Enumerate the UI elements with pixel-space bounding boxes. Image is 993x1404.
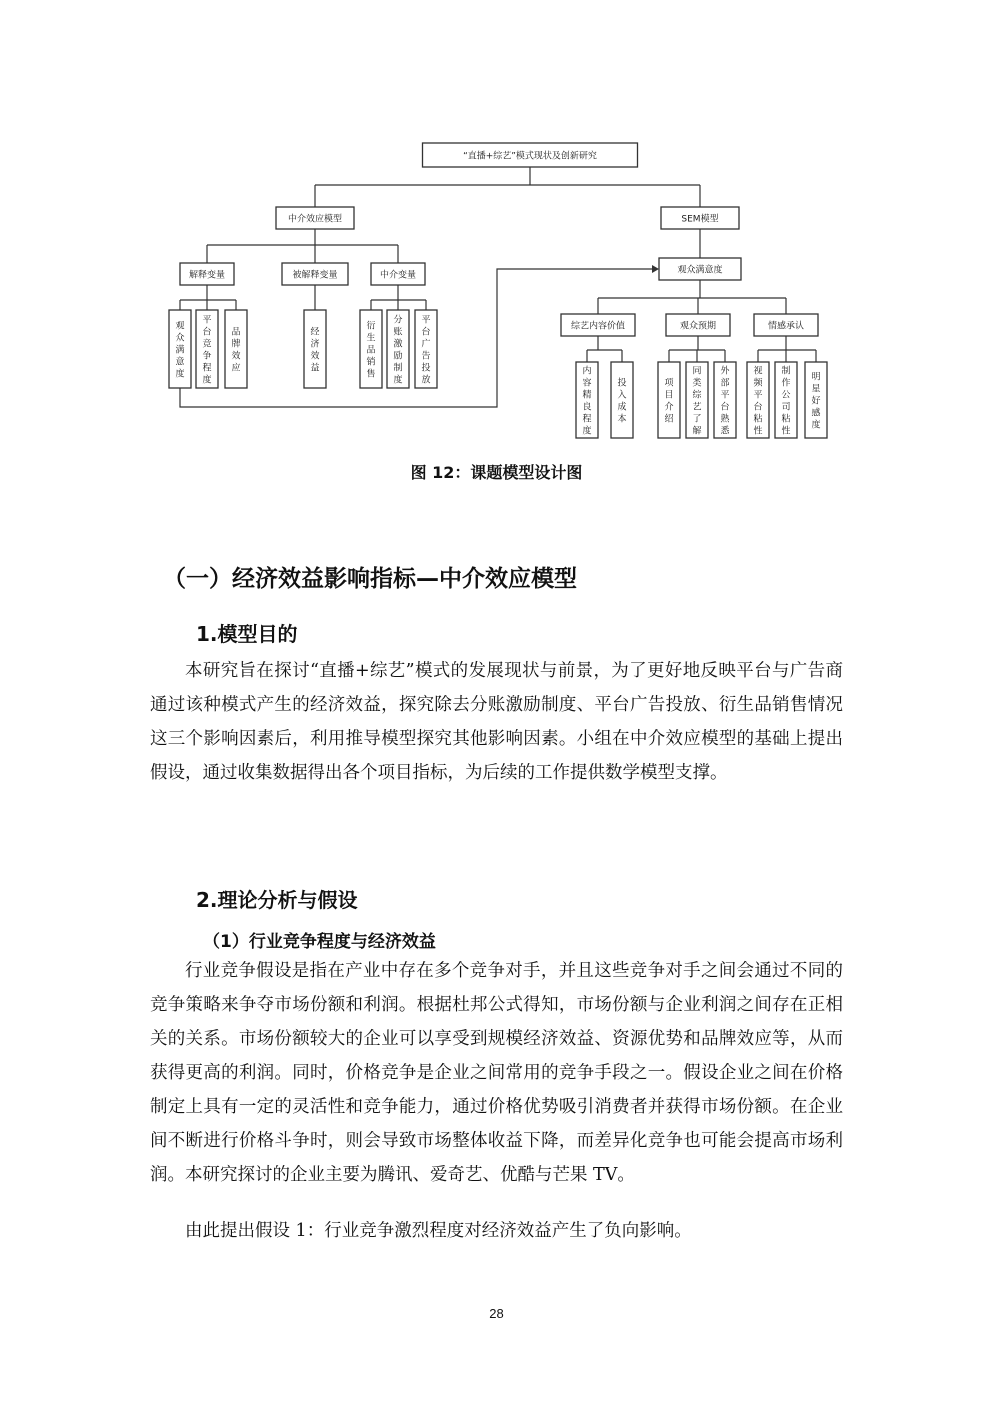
left-leaf-node-0-1-char: 竞 bbox=[202, 339, 212, 350]
left-leaf-node-2-0-char: 销 bbox=[366, 357, 376, 368]
sem-model-node bbox=[661, 207, 739, 229]
right-leaf-node-2-0-char: 视 bbox=[753, 366, 763, 377]
left-leaf-node-0-2-char: 效 bbox=[231, 351, 241, 362]
left-leaf-node-2-1-char: 制 bbox=[393, 363, 403, 374]
section-heading: （一）经济效益影响指标—中介效应模型 bbox=[163, 566, 577, 592]
right-group-node-1 bbox=[666, 314, 730, 336]
right-leaf-node-2-1 bbox=[775, 362, 797, 438]
left-leaf-node-2-2-char: 平 bbox=[421, 315, 431, 326]
mediation-model-node bbox=[276, 207, 354, 229]
left-leaf-node-0-1 bbox=[196, 310, 218, 388]
left-leaf-node-2-2-char: 投 bbox=[421, 363, 431, 374]
right-leaf-node-2-0 bbox=[747, 362, 769, 438]
left-leaf-node-0-0-char: 度 bbox=[175, 369, 185, 380]
right-leaf-node-2-0-char: 性 bbox=[753, 426, 763, 437]
left-leaf-node-2-1-char: 账 bbox=[393, 327, 403, 338]
right-leaf-node-0-1-char: 成 bbox=[617, 402, 627, 413]
left-leaf-node-0-2-char: 牌 bbox=[231, 339, 241, 350]
left-leaf-node-2-0-char: 售 bbox=[366, 369, 376, 380]
audience-satisfaction-node-label: 观众满意度 bbox=[677, 265, 723, 276]
left-leaf-node-2-1-char: 分 bbox=[393, 315, 403, 326]
right-leaf-node-2-2-char: 星 bbox=[811, 384, 821, 395]
left-leaf-node-0-1-char: 度 bbox=[202, 375, 212, 386]
right-group-node-1-label: 观众预期 bbox=[679, 321, 717, 332]
left-leaf-node-0-0-char: 观 bbox=[175, 321, 185, 332]
right-leaf-node-1-0-char: 目 bbox=[664, 390, 674, 401]
right-leaf-node-1-2-char: 台 bbox=[720, 402, 730, 413]
left-leaf-node-1-0-char: 济 bbox=[310, 339, 320, 350]
right-leaf-node-1-1-char: 同 bbox=[692, 366, 702, 377]
left-leaf-node-0-1-char: 台 bbox=[202, 327, 212, 338]
left-group-node-1 bbox=[282, 263, 348, 285]
right-leaf-node-1-2-char: 外 bbox=[720, 366, 730, 377]
right-leaf-node-0-0-char: 精 bbox=[582, 390, 592, 401]
left-leaf-node-2-0-char: 品 bbox=[366, 345, 376, 356]
left-leaf-node-2-2-char: 台 bbox=[421, 327, 431, 338]
right-leaf-node-1-0 bbox=[658, 362, 680, 438]
arrow-head-icon bbox=[652, 265, 659, 273]
right-leaf-node-0-0-char: 内 bbox=[582, 366, 592, 377]
right-leaf-node-2-1-char: 作 bbox=[781, 378, 791, 389]
left-leaf-node-1-0-char: 经 bbox=[310, 327, 320, 338]
subsection-heading-theory: 2.理论分析与假设 bbox=[196, 888, 358, 912]
right-leaf-node-1-2 bbox=[714, 362, 736, 438]
left-group-node-0 bbox=[180, 263, 234, 285]
left-group-node-2 bbox=[371, 263, 425, 285]
right-leaf-node-2-2 bbox=[805, 362, 827, 438]
right-leaf-node-0-0-char: 程 bbox=[582, 414, 592, 425]
left-leaf-node-0-1-char: 程 bbox=[202, 363, 212, 374]
right-leaf-node-1-0-char: 介 bbox=[664, 402, 674, 413]
paragraph-hypothesis-1: 由此提出假设 1：行业竞争激烈程度对经济效益产生了负向影响。 bbox=[185, 1221, 692, 1241]
right-leaf-node-0-0 bbox=[576, 362, 598, 438]
right-leaf-node-1-0-char: 项 bbox=[664, 378, 674, 389]
right-leaf-node-2-1-char: 公 bbox=[781, 390, 791, 401]
left-leaf-node-2-2-char: 放 bbox=[421, 375, 431, 386]
left-leaf-node-1-0 bbox=[304, 310, 326, 388]
right-leaf-node-2-2-char: 好 bbox=[811, 396, 821, 407]
right-leaf-node-0-0-char: 度 bbox=[582, 426, 592, 437]
audience-satisfaction-node bbox=[659, 258, 741, 280]
right-leaf-node-1-1 bbox=[686, 362, 708, 438]
left-group-node-0-label: 解释变量 bbox=[188, 270, 226, 281]
right-leaf-node-1-0-char: 绍 bbox=[664, 414, 674, 425]
left-leaf-node-2-1 bbox=[387, 310, 409, 388]
left-leaf-node-0-0-char: 众 bbox=[175, 333, 185, 344]
right-leaf-node-0-1-char: 本 bbox=[617, 414, 627, 425]
right-leaf-node-2-1-char: 性 bbox=[781, 426, 791, 437]
right-leaf-node-0-0-char: 容 bbox=[582, 378, 592, 389]
right-leaf-node-0-0-char: 良 bbox=[582, 402, 592, 413]
subsection-heading-model-purpose: 1.模型目的 bbox=[196, 622, 298, 646]
root-node bbox=[423, 143, 638, 167]
right-leaf-node-2-1-char: 粘 bbox=[781, 414, 791, 425]
left-leaf-node-2-2-char: 广 bbox=[421, 339, 431, 350]
left-leaf-node-0-0 bbox=[169, 310, 191, 388]
left-leaf-node-2-2 bbox=[415, 310, 437, 388]
item-heading-competition: （1）行业竞争程度与经济效益 bbox=[203, 932, 436, 952]
mediation-model-node-label: 中介效应模型 bbox=[287, 214, 343, 225]
right-leaf-node-2-2-char: 度 bbox=[811, 420, 821, 431]
left-leaf-node-2-0-char: 生 bbox=[366, 333, 376, 344]
left-leaf-node-2-1-char: 激 bbox=[393, 339, 403, 350]
left-group-node-1-label: 被解释变量 bbox=[292, 270, 338, 281]
right-leaf-node-1-1-char: 综 bbox=[692, 390, 702, 401]
page-number: 28 bbox=[489, 1306, 504, 1321]
right-leaf-node-0-1 bbox=[611, 362, 633, 438]
right-leaf-node-1-2-char: 平 bbox=[720, 390, 730, 401]
right-leaf-node-1-1-char: 了 bbox=[692, 414, 702, 425]
left-leaf-node-2-2-char: 告 bbox=[421, 351, 431, 362]
right-leaf-node-2-0-char: 台 bbox=[753, 402, 763, 413]
right-leaf-node-2-2-char: 感 bbox=[811, 408, 821, 419]
paragraph-model-purpose: 本研究旨在探讨“直播+综艺”模式的发展现状与前景，为了更好地反映平台与广告商通过该种模式产生的经济效益，探究除去分账激励制度、平台广告投放、衍生品销售情况这三个影响因素后，利用推导模型探究其他影响因素。小组在中介效应模型的基础上提出假设，通过收集数据得出各个项目指标，为后续的工作提供数学模型支撑。 bbox=[150, 661, 843, 783]
right-group-node-0-label: 综艺内容价值 bbox=[570, 321, 626, 332]
left-leaf-node-1-0-char: 效 bbox=[310, 351, 320, 362]
right-group-node-2-label: 情感承认 bbox=[767, 321, 805, 332]
model-design-diagram bbox=[150, 130, 850, 445]
right-leaf-node-1-1-char: 类 bbox=[692, 378, 702, 389]
right-leaf-node-0-1-char: 投 bbox=[617, 378, 627, 389]
left-leaf-node-2-0 bbox=[360, 310, 382, 388]
left-leaf-node-2-0-char: 衍 bbox=[366, 321, 376, 332]
right-group-node-2 bbox=[754, 314, 818, 336]
right-leaf-node-1-1-char: 解 bbox=[692, 426, 702, 437]
figure-caption: 图 12：课题模型设计图 bbox=[410, 463, 583, 482]
right-leaf-node-2-0-char: 频 bbox=[753, 378, 763, 389]
right-leaf-node-2-1-char: 制 bbox=[781, 366, 791, 377]
left-leaf-node-0-2-char: 品 bbox=[231, 327, 241, 338]
left-leaf-node-0-1-char: 争 bbox=[202, 351, 212, 362]
left-leaf-node-2-1-char: 励 bbox=[393, 351, 403, 362]
right-leaf-node-1-2-char: 部 bbox=[720, 378, 730, 389]
right-leaf-node-0-1-char: 入 bbox=[617, 390, 627, 401]
paragraph-competition: 行业竞争假设是指在产业中存在多个竞争对手，并且这些竞争对手之间会通过不同的竞争策略来争夺市场份额和利润。根据杜邦公式得知，市场份额与企业利润之间存在正相关的关系。市场份额较大的企业可以享受到规模经济效益、资源优势和品牌效应等，从而获得更高的利润。同时，价格竞争是企业之间常用的竞争手段之一。假设企业之间在价格制定上具有一定的灵活性和竞争能力，通过价格优势吸引消费者并获得市场份额。在企业间不断进行价格斗争时，则会导致市场整体收益下降，而差异化竞争也可能会提高市场利润。本研究探讨的企业主要为腾讯、爱奇艺、优酷与芒果 TV。 bbox=[150, 961, 843, 1185]
right-leaf-node-2-0-char: 平 bbox=[753, 390, 763, 401]
left-leaf-node-0-2 bbox=[225, 310, 247, 388]
left-leaf-node-0-0-char: 满 bbox=[175, 345, 185, 356]
right-leaf-node-1-1-char: 艺 bbox=[692, 402, 702, 413]
left-leaf-node-0-1-char: 平 bbox=[202, 315, 212, 326]
right-group-node-0 bbox=[561, 314, 635, 336]
right-leaf-node-2-1-char: 司 bbox=[781, 402, 791, 413]
right-leaf-node-1-2-char: 悉 bbox=[720, 426, 730, 437]
left-leaf-node-0-0-char: 意 bbox=[175, 357, 185, 368]
right-leaf-node-1-2-char: 熟 bbox=[720, 414, 730, 425]
sem-model-node-label: SEM模型 bbox=[681, 214, 719, 225]
root-node-label: “直播+综艺”模式现状及创新研究 bbox=[463, 151, 597, 162]
left-group-node-2-label: 中介变量 bbox=[379, 270, 417, 281]
left-leaf-node-2-1-char: 度 bbox=[393, 375, 403, 386]
left-leaf-node-0-2-char: 应 bbox=[231, 363, 241, 374]
right-leaf-node-2-0-char: 粘 bbox=[753, 414, 763, 425]
right-leaf-node-2-2-char: 明 bbox=[811, 372, 821, 383]
left-leaf-node-1-0-char: 益 bbox=[310, 363, 320, 374]
